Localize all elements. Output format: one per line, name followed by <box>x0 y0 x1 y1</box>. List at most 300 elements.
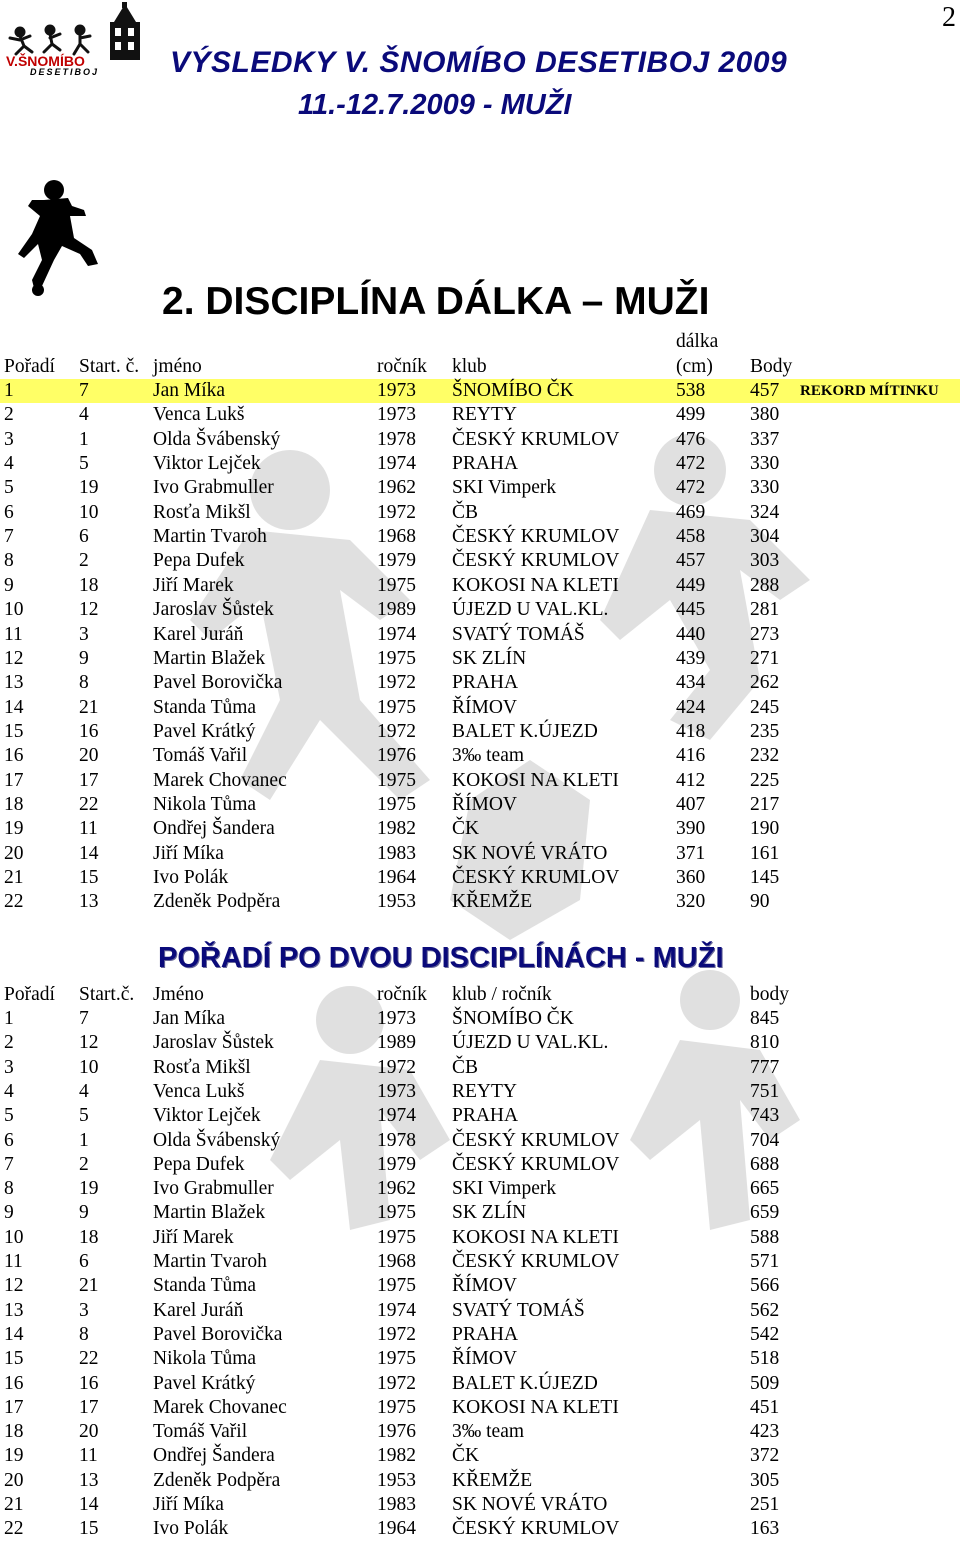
cell-name: Zdeněk Podpěra <box>153 891 281 913</box>
cell-club: ŘÍMOV <box>452 1348 518 1370</box>
cell-start: 3 <box>79 623 89 645</box>
cell-year: 1973 <box>377 1080 416 1102</box>
table-row <box>0 696 960 720</box>
cell-year: 1975 <box>377 793 416 815</box>
cell-start: 13 <box>79 891 99 913</box>
cell-start: 13 <box>79 1469 99 1491</box>
cell-rank: 9 <box>4 1202 14 1224</box>
cell-year: 1989 <box>377 599 416 621</box>
table-row <box>0 1177 960 1201</box>
table-row <box>0 598 960 622</box>
cell-start: 4 <box>79 1080 89 1102</box>
overall-header-name: Jméno <box>153 984 204 1005</box>
cell-rank: 11 <box>4 1251 23 1272</box>
cell-rank: 5 <box>4 1105 14 1127</box>
cell-start: 7 <box>79 380 89 401</box>
cell-year: 1982 <box>377 818 416 840</box>
cell-club: ŠNOMÍBO ČK <box>452 380 574 401</box>
cell-name: Ondřej Šandera <box>153 1445 275 1467</box>
cell-start: 12 <box>79 599 99 621</box>
cell-club: ČESKÝ KRUMLOV <box>452 1153 620 1175</box>
cell-name: Tomáš Vařil <box>153 745 248 767</box>
cell-start: 1 <box>79 1129 89 1151</box>
cell-start: 9 <box>79 1202 89 1224</box>
overall-header-rank: Pořadí <box>4 984 55 1005</box>
table-row <box>0 793 960 817</box>
cell-start: 4 <box>79 404 89 426</box>
table-row <box>0 574 960 598</box>
cell-rank: 3 <box>4 1056 14 1078</box>
table-row <box>0 549 960 573</box>
cell-distance: 458 <box>676 526 706 548</box>
cell-name: Rosťa Mikšl <box>153 501 251 523</box>
cell-start: 19 <box>79 477 99 499</box>
cell-year: 1953 <box>377 891 416 913</box>
cell-distance: 472 <box>676 453 706 475</box>
header-points: Body <box>750 356 793 377</box>
header-name: jméno <box>153 356 202 377</box>
cell-distance: 469 <box>676 501 706 523</box>
cell-name: Martin Tvaroh <box>153 526 267 548</box>
cell-start: 1 <box>79 428 89 450</box>
cell-club: ČB <box>452 501 479 523</box>
cell-start: 8 <box>79 672 89 694</box>
cell-year: 1975 <box>377 647 416 669</box>
cell-name: Jaroslav Šůstek <box>153 599 274 621</box>
cell-points: 518 <box>750 1348 780 1370</box>
cell-start: 21 <box>79 696 99 718</box>
cell-start: 14 <box>79 842 99 864</box>
cell-distance: 472 <box>676 477 706 499</box>
cell-rank: 22 <box>4 891 24 913</box>
cell-club: PRAHA <box>452 1323 519 1345</box>
table-row <box>0 720 960 744</box>
cell-name: Pepa Dufek <box>153 1153 245 1175</box>
cell-distance: 439 <box>676 647 706 669</box>
cell-points: 145 <box>750 867 780 888</box>
cell-points: 751 <box>750 1080 780 1102</box>
cell-start: 16 <box>79 720 99 742</box>
cell-name: Pavel Krátký <box>153 1372 256 1394</box>
cell-club: ČESKÝ KRUMLOV <box>452 550 620 572</box>
cell-name: Marek Chovanec <box>153 769 287 791</box>
cell-distance: 416 <box>676 745 706 767</box>
cell-name: Olda Švábenský <box>153 1129 281 1151</box>
discipline-title: 2. DISCIPLÍNA DÁLKA – MUŽI <box>162 280 710 323</box>
cell-year: 1964 <box>377 1518 416 1540</box>
cell-start: 16 <box>79 1372 99 1394</box>
cell-year: 1973 <box>377 380 416 401</box>
cell-club: ČESKÝ KRUMLOV <box>452 526 620 548</box>
cell-start: 11 <box>79 818 98 840</box>
cell-name: Standa Tůma <box>153 1275 257 1297</box>
cell-rank: 16 <box>4 745 24 767</box>
cell-points: 262 <box>750 672 780 694</box>
cell-distance: 476 <box>676 428 706 450</box>
cell-name: Jiří Marek <box>153 1226 234 1248</box>
cell-points: 163 <box>750 1518 780 1540</box>
cell-start: 9 <box>79 647 89 669</box>
table-row <box>0 1007 960 1031</box>
cell-year: 1979 <box>377 1153 416 1175</box>
cell-year: 1976 <box>377 745 416 767</box>
cell-year: 1982 <box>377 1445 416 1467</box>
cell-start: 18 <box>79 1226 99 1248</box>
cell-points: 372 <box>750 1445 780 1467</box>
cell-points: 303 <box>750 550 780 572</box>
cell-club: KOKOSI NA KLETI <box>452 769 619 791</box>
table-row <box>0 1347 960 1371</box>
cell-points: 337 <box>750 428 780 450</box>
cell-year: 1972 <box>377 720 416 742</box>
cell-year: 1978 <box>377 428 416 450</box>
cell-rank: 16 <box>4 1372 24 1394</box>
cell-distance: 424 <box>676 696 706 718</box>
cell-distance: 407 <box>676 793 706 815</box>
cell-club: ŠNOMÍBO ČK <box>452 1008 574 1029</box>
table-row <box>0 890 960 914</box>
cell-start: 3 <box>79 1299 89 1321</box>
cell-start: 2 <box>79 550 89 572</box>
cell-name: Nikola Tůma <box>153 793 257 815</box>
header-rank: Pořadí <box>4 356 55 377</box>
table-row <box>0 1517 960 1541</box>
cell-start: 22 <box>79 793 99 815</box>
cell-start: 5 <box>79 453 89 475</box>
cell-distance: 434 <box>676 672 706 694</box>
cell-rank: 13 <box>4 672 24 694</box>
cell-rank: 18 <box>4 793 24 815</box>
cell-name: Rosťa Mikšl <box>153 1056 251 1078</box>
table-row <box>0 769 960 793</box>
cell-name: Jiří Marek <box>153 574 234 596</box>
cell-start: 22 <box>79 1348 99 1370</box>
cell-rank: 21 <box>4 867 24 888</box>
overall-header-club: klub / ročník <box>452 984 552 1005</box>
cell-rank: 7 <box>4 526 14 548</box>
cell-club: SK NOVÉ VRÁTO <box>452 842 608 864</box>
table-row <box>0 1080 960 1104</box>
cell-rank: 2 <box>4 1032 14 1054</box>
cell-rank: 8 <box>4 1178 14 1200</box>
discipline-header-row <box>0 355 960 379</box>
cell-start: 11 <box>79 1445 98 1467</box>
table-row <box>0 1493 960 1517</box>
cell-club: ČESKÝ KRUMLOV <box>452 867 620 888</box>
table-row <box>0 525 960 549</box>
overall-header-row <box>0 983 960 1007</box>
cell-start: 12 <box>79 1032 99 1054</box>
table-row <box>0 744 960 768</box>
cell-start: 18 <box>79 574 99 596</box>
cell-points: 288 <box>750 574 780 596</box>
cell-start: 15 <box>79 1518 99 1540</box>
distance-header-top: dálka <box>676 331 719 352</box>
cell-name: Jan Míka <box>153 380 226 401</box>
page-number: 2 <box>942 2 956 33</box>
overall-title: POŘADÍ PO DVOU DISCIPLÍNÁCH - MUŽI <box>158 942 724 974</box>
cell-year: 1962 <box>377 1178 416 1200</box>
cell-year: 1975 <box>377 574 416 596</box>
table-row <box>0 671 960 695</box>
cell-club: SKI Vimperk <box>452 1178 557 1200</box>
cell-club: PRAHA <box>452 1105 519 1127</box>
cell-rank: 17 <box>4 769 24 791</box>
cell-start: 17 <box>79 1396 99 1418</box>
cell-rank: 5 <box>4 477 14 499</box>
cell-points: 688 <box>750 1153 780 1175</box>
cell-name: Karel Juráň <box>153 1299 244 1321</box>
cell-rank: 4 <box>4 453 14 475</box>
cell-points: 330 <box>750 453 780 475</box>
cell-rank: 3 <box>4 428 14 450</box>
cell-start: 14 <box>79 1494 99 1515</box>
cell-name: Olda Švábenský <box>153 428 281 450</box>
table-row <box>0 866 960 890</box>
cell-points: 232 <box>750 745 780 767</box>
cell-name: Jiří Míka <box>153 1494 224 1515</box>
cell-year: 1975 <box>377 1348 416 1370</box>
cell-year: 1962 <box>377 477 416 499</box>
cell-name: Jiří Míka <box>153 842 224 864</box>
cell-rank: 20 <box>4 842 24 864</box>
cell-name: Ivo Polák <box>153 867 229 888</box>
overall-header-year: ročník <box>377 984 427 1005</box>
table-row <box>0 1250 960 1274</box>
cell-points: 777 <box>750 1056 780 1078</box>
cell-start: 17 <box>79 769 99 791</box>
cell-name: Ivo Grabmuller <box>153 1178 274 1200</box>
table-row <box>0 452 960 476</box>
cell-year: 1964 <box>377 867 416 888</box>
table-row <box>0 1444 960 1468</box>
cell-points: 273 <box>750 623 780 645</box>
cell-rank: 2 <box>4 404 14 426</box>
table-row <box>0 501 960 525</box>
cell-points: 665 <box>750 1178 780 1200</box>
cell-club: BALET K.ÚJEZD <box>452 720 598 742</box>
cell-rank: 14 <box>4 1323 24 1345</box>
cell-year: 1974 <box>377 1299 416 1321</box>
cell-name: Martin Blažek <box>153 1202 266 1224</box>
cell-year: 1979 <box>377 550 416 572</box>
header-year: ročník <box>377 356 427 377</box>
cell-year: 1974 <box>377 453 416 475</box>
cell-distance: 390 <box>676 818 706 840</box>
cell-name: Venca Lukš <box>153 1080 245 1102</box>
cell-club: BALET K.ÚJEZD <box>452 1372 598 1394</box>
cell-year: 1972 <box>377 501 416 523</box>
logo-line2: DESETIBOJ <box>30 67 100 76</box>
table-row <box>0 1372 960 1396</box>
cell-start: 20 <box>79 745 99 767</box>
table-row <box>0 1420 960 1444</box>
cell-club: SK NOVÉ VRÁTO <box>452 1494 608 1515</box>
cell-rank: 6 <box>4 1129 14 1151</box>
cell-rank: 6 <box>4 501 14 523</box>
cell-rank: 22 <box>4 1518 24 1540</box>
table-row <box>0 1226 960 1250</box>
cell-rank: 1 <box>4 380 14 401</box>
cell-club: KOKOSI NA KLETI <box>452 1226 619 1248</box>
cell-year: 1975 <box>377 696 416 718</box>
cell-name: Ondřej Šandera <box>153 818 275 840</box>
cell-name: Nikola Tůma <box>153 1348 257 1370</box>
cell-club: PRAHA <box>452 453 519 475</box>
cell-club: ČESKÝ KRUMLOV <box>452 1518 620 1540</box>
cell-points: 305 <box>750 1469 780 1491</box>
cell-points: 161 <box>750 842 780 864</box>
overall-header-points: body <box>750 984 789 1005</box>
cell-rank: 18 <box>4 1421 24 1443</box>
table-row <box>0 647 960 671</box>
cell-start: 10 <box>79 1056 99 1078</box>
cell-club: KOKOSI NA KLETI <box>452 574 619 596</box>
cell-start: 19 <box>79 1178 99 1200</box>
cell-name: Zdeněk Podpěra <box>153 1469 281 1491</box>
cell-club: SK ZLÍN <box>452 647 527 669</box>
cell-club: REYTY <box>452 1080 517 1102</box>
cell-name: Martin Blažek <box>153 647 266 669</box>
cell-points: 271 <box>750 647 780 669</box>
table-row <box>0 1299 960 1323</box>
cell-rank: 17 <box>4 1396 24 1418</box>
cell-points: 562 <box>750 1299 780 1321</box>
event-logo <box>2 2 150 76</box>
cell-year: 1972 <box>377 1056 416 1078</box>
cell-points: 457 <box>750 380 780 401</box>
cell-start: 21 <box>79 1275 99 1297</box>
cell-club: KOKOSI NA KLETI <box>452 1396 619 1418</box>
cell-year: 1975 <box>377 1275 416 1297</box>
cell-name: Marek Chovanec <box>153 1396 287 1418</box>
cell-club: ČK <box>452 818 480 840</box>
cell-start: 5 <box>79 1105 89 1127</box>
cell-distance: 445 <box>676 599 706 621</box>
cell-year: 1974 <box>377 1105 416 1127</box>
cell-year: 1983 <box>377 1494 416 1515</box>
cell-start: 6 <box>79 1251 89 1272</box>
cell-club: SK ZLÍN <box>452 1202 527 1224</box>
cell-rank: 7 <box>4 1153 14 1175</box>
cell-rank: 19 <box>4 818 24 840</box>
table-row <box>0 1104 960 1128</box>
cell-club: ČK <box>452 1445 480 1467</box>
table-row <box>0 817 960 841</box>
header-distance: (cm) <box>676 356 713 377</box>
cell-year: 1975 <box>377 1202 416 1224</box>
cell-distance: 360 <box>676 867 706 888</box>
cell-club: ČB <box>452 1056 479 1078</box>
cell-year: 1972 <box>377 1372 416 1394</box>
cell-start: 20 <box>79 1421 99 1443</box>
cell-year: 1972 <box>377 672 416 694</box>
cell-year: 1968 <box>377 1251 416 1272</box>
cell-distance: 371 <box>676 842 706 864</box>
cell-points: 324 <box>750 501 780 523</box>
cell-name: Karel Juráň <box>153 623 244 645</box>
cell-points: 566 <box>750 1275 780 1297</box>
cell-club: PRAHA <box>452 672 519 694</box>
cell-year: 1978 <box>377 1129 416 1151</box>
cell-year: 1975 <box>377 1226 416 1248</box>
cell-club: 3‰ team <box>452 745 525 767</box>
cell-club: ČESKÝ KRUMLOV <box>452 1251 620 1272</box>
header-club: klub <box>452 356 487 377</box>
cell-points: 571 <box>750 1251 780 1272</box>
cell-points: 451 <box>750 1396 780 1418</box>
record-note: REKORD MÍTINKU <box>800 383 939 399</box>
cell-year: 1975 <box>377 1396 416 1418</box>
cell-name: Viktor Lejček <box>153 1105 261 1127</box>
cell-rank: 10 <box>4 1226 24 1248</box>
table-row <box>0 379 960 403</box>
cell-name: Pavel Borovička <box>153 1323 283 1345</box>
cell-points: 380 <box>750 404 780 426</box>
cell-name: Venca Lukš <box>153 404 245 426</box>
cell-distance: 449 <box>676 574 706 596</box>
cell-points: 90 <box>750 891 770 913</box>
table-row <box>0 403 960 427</box>
cell-year: 1983 <box>377 842 416 864</box>
cell-rank: 9 <box>4 574 14 596</box>
cell-club: ÚJEZD U VAL.KL. <box>452 599 609 621</box>
cell-rank: 8 <box>4 550 14 572</box>
cell-year: 1974 <box>377 623 416 645</box>
cell-rank: 12 <box>4 1275 24 1297</box>
cell-name: Ivo Polák <box>153 1518 229 1540</box>
cell-distance: 499 <box>676 404 706 426</box>
cell-distance: 418 <box>676 720 706 742</box>
table-row <box>0 623 960 647</box>
cell-rank: 11 <box>4 623 23 645</box>
table-row <box>0 1201 960 1225</box>
cell-points: 423 <box>750 1421 780 1443</box>
table-row <box>0 1153 960 1177</box>
cell-year: 1973 <box>377 404 416 426</box>
cell-club: REYTY <box>452 404 517 426</box>
event-title: VÝSLEDKY V. ŠNOMÍBO DESETIBOJ 2009 <box>170 46 788 79</box>
cell-club: SVATÝ TOMÁŠ <box>452 1299 585 1321</box>
cell-year: 1976 <box>377 1421 416 1443</box>
table-row <box>0 1129 960 1153</box>
cell-name: Jan Míka <box>153 1008 226 1029</box>
logo-line1: V.ŠNOMÍBO <box>6 53 85 69</box>
cell-rank: 19 <box>4 1445 24 1467</box>
cell-rank: 20 <box>4 1469 24 1491</box>
cell-rank: 15 <box>4 720 24 742</box>
cell-name: Tomáš Vařil <box>153 1421 248 1443</box>
cell-distance: 457 <box>676 550 706 572</box>
cell-rank: 15 <box>4 1348 24 1370</box>
cell-club: 3‰ team <box>452 1421 525 1443</box>
cell-start: 2 <box>79 1153 89 1175</box>
cell-points: 743 <box>750 1105 780 1127</box>
table-row <box>0 1469 960 1493</box>
table-row <box>0 428 960 452</box>
table-row <box>0 1396 960 1420</box>
cell-start: 6 <box>79 526 89 548</box>
cell-points: 330 <box>750 477 780 499</box>
cell-points: 509 <box>750 1372 780 1394</box>
cell-rank: 12 <box>4 647 24 669</box>
cell-points: 845 <box>750 1008 780 1029</box>
cell-rank: 13 <box>4 1299 24 1321</box>
cell-rank: 1 <box>4 1008 14 1029</box>
cell-points: 245 <box>750 696 780 718</box>
cell-distance: 440 <box>676 623 706 645</box>
cell-start: 7 <box>79 1008 89 1029</box>
